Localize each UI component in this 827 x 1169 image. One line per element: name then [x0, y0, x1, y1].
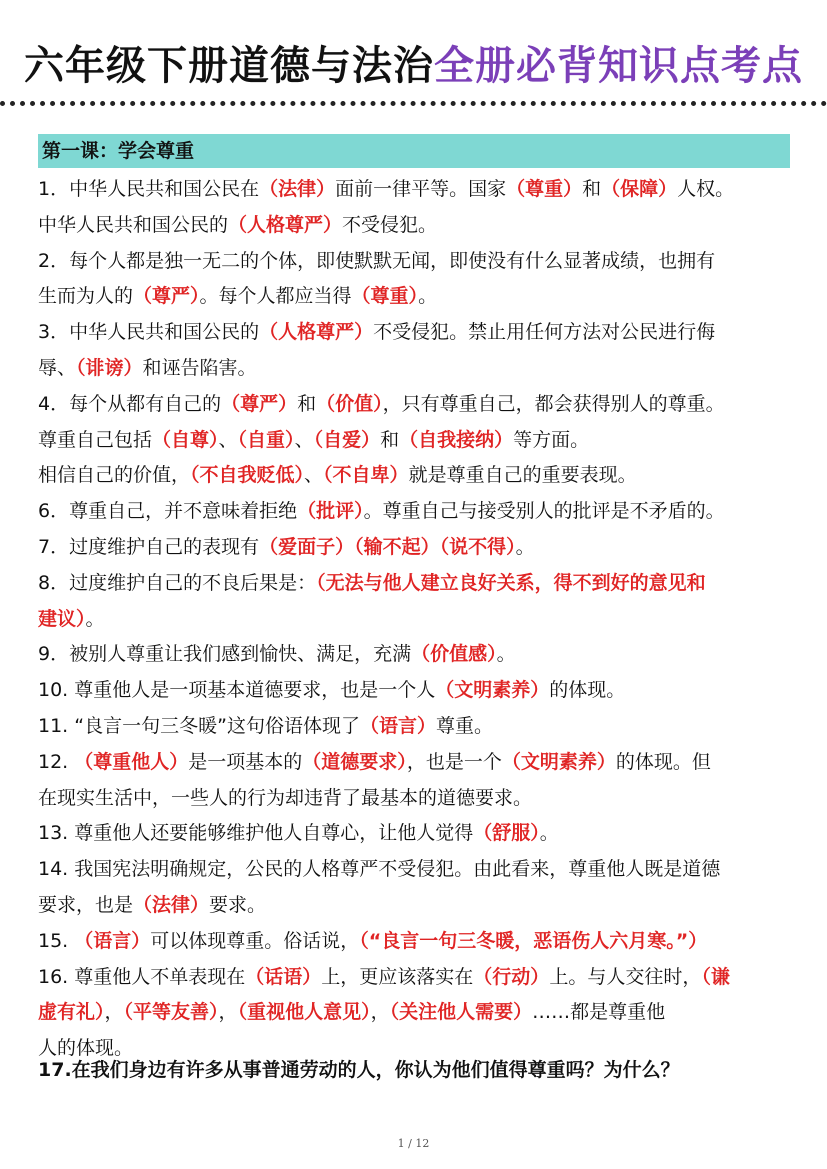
answer-text: （行动）: [473, 965, 550, 988]
knowledge-line: [38, 351, 790, 387]
knowledge-line: [38, 279, 790, 315]
title-divider: [0, 101, 827, 106]
statement-text: 中华人民共和国公民的: [38, 213, 229, 236]
statement-text: 等方面。: [513, 428, 590, 451]
statement-text: 不受侵犯。禁止用任何方法对公民进行侮: [373, 321, 716, 344]
statement-text: 3．中华人民共和国公民的: [38, 321, 260, 344]
knowledge-line: [38, 458, 790, 494]
lesson-heading-bar: [38, 134, 790, 168]
statement-text: 。: [85, 607, 105, 630]
statement-text: ，也是一个: [406, 750, 502, 773]
question-17: 17.在我们身边有许多从事普通劳动的人，你认为他们值得尊重吗？为什么？: [38, 1059, 680, 1081]
answer-text: （不自我贬低）: [190, 464, 305, 487]
statement-text: 2．每个人都是独一无二的个体，即使默默无闻，即使没有什么显著成绩，也拥有: [38, 249, 716, 272]
title-highlight: 全册必背知识点考点: [434, 43, 803, 89]
answer-text: （平等友善）: [123, 1001, 219, 1024]
statement-text: 和诬告陷害。: [142, 356, 257, 379]
statement-text: 辱、: [38, 356, 77, 379]
statement-text: 14. 我国宪法明确规定，公民的人格尊严不受侵犯。由此看来，尊重他人既是道德: [38, 858, 721, 881]
statement-text: 要求，也是: [38, 893, 134, 916]
answer-text: 虚有礼）: [38, 1001, 105, 1024]
answer-text: （“良言一句三冬暖，恶语伤人六月寒。”）: [359, 929, 708, 952]
knowledge-line: [38, 745, 790, 781]
answer-text: （不自卑）: [323, 464, 409, 487]
statement-text: 8．过度维护自己的不良后果是：: [38, 571, 317, 594]
knowledge-line: [38, 995, 790, 1031]
statement-text: 。每个人都应当得: [199, 285, 352, 308]
knowledge-line: [38, 172, 790, 208]
statement-text: 在现实生活中，一些人的行为却违背了最基本的道德要求。: [38, 786, 533, 809]
knowledge-line: [38, 888, 790, 924]
statement-text: 和: [582, 178, 602, 200]
answer-text: （价值）: [316, 392, 383, 415]
statement-text: 6．尊重自己，并不意味着拒绝: [38, 500, 298, 523]
title-main: 六年级下册道德与法治: [24, 43, 434, 89]
lesson-title: 第一课：学会尊重: [42, 140, 195, 162]
answer-text: （人格尊严）: [228, 213, 343, 236]
statement-text: 、: [294, 428, 314, 451]
statement-text: 。: [418, 285, 438, 308]
knowledge-line: [38, 387, 790, 423]
statement-text: 。: [496, 643, 516, 666]
answer-text: （法律）: [133, 893, 210, 916]
answer-text: （话语）: [245, 965, 322, 988]
statement-text: 上，更应该落实在: [321, 965, 474, 988]
statement-text: 和: [297, 392, 317, 415]
knowledge-line: [38, 673, 790, 709]
statement-text: 4．每个从都有自己的: [38, 392, 222, 415]
knowledge-points: [38, 172, 790, 1067]
answer-text: （语言）: [359, 714, 436, 737]
answer-text: （自尊）: [152, 428, 219, 451]
statement-text: 9．被别人尊重让我们感到愉快、满足，充满: [38, 643, 412, 666]
statement-text: 15.: [38, 929, 75, 952]
answer-text: （自我接纳）: [399, 428, 514, 451]
answer-text: （无法与他人建立良好关系，得不到好的意见和: [316, 571, 706, 594]
page-title: [0, 36, 827, 96]
statement-text: 是一项基本的: [188, 750, 303, 773]
statement-text: 的体现。但: [615, 750, 711, 773]
answer-text: （舒服）: [473, 822, 540, 845]
answer-text: （文明素养）: [501, 750, 616, 773]
knowledge-line: [38, 816, 790, 852]
answer-text: （自爱）: [313, 428, 381, 451]
knowledge-line: [38, 423, 790, 459]
answer-text: （批评）: [297, 500, 364, 523]
answer-text: （重视他人意见）: [237, 1001, 371, 1024]
statement-text: ，只有尊重自己，都会获得别人的尊重。: [382, 392, 725, 415]
answer-text: （保障）: [601, 178, 678, 200]
statement-text: ，: [218, 1001, 238, 1024]
answer-text: （人格尊严）: [259, 321, 374, 344]
knowledge-line: [38, 852, 790, 888]
knowledge-line: [38, 960, 790, 996]
answer-text: （尊重）: [506, 178, 583, 200]
statement-text: 1．中华人民共和国公民在: [38, 178, 260, 200]
statement-text: 生而为人的: [38, 285, 134, 308]
statement-text: 要求。: [209, 893, 267, 916]
statement-text: 、: [304, 464, 324, 487]
statement-text: 面前一律平等。国家: [335, 178, 507, 200]
knowledge-line: [38, 637, 790, 673]
statement-text: 可以体现尊重。俗话说，: [150, 929, 360, 952]
statement-text: 11. “良言一句三冬暖”这句俗语体现了: [38, 714, 360, 737]
statement-text: 和: [380, 428, 400, 451]
answer-text: 建议）: [38, 607, 86, 630]
answer-text: （爱面子）（输不起）（说不得）: [259, 535, 516, 558]
statement-text: 。尊重自己与接受别人的批评是不矛盾的。: [363, 500, 725, 523]
answer-text: （尊重他人）: [74, 750, 189, 773]
answer-text: （价值感）: [411, 643, 497, 666]
knowledge-line: [38, 709, 790, 745]
answer-text: （法律）: [259, 178, 336, 200]
statement-text: ，: [370, 1001, 390, 1024]
statement-text: ……都是尊重他: [532, 1001, 666, 1024]
answer-text: （谦: [701, 965, 730, 988]
statement-text: 16. 尊重他人不单表现在: [38, 965, 246, 988]
statement-text: 10. 尊重他人是一项基本道德要求，也是一个人: [38, 679, 436, 702]
page-number: 1 / 12: [397, 1137, 430, 1150]
knowledge-line: [38, 244, 790, 280]
knowledge-line: [38, 566, 790, 602]
statement-text: 。: [515, 535, 535, 558]
knowledge-line: [38, 315, 790, 351]
answer-text: （尊重）: [351, 285, 419, 308]
statement-text: 不受侵犯。: [342, 213, 438, 236]
answer-text: （诽谤）: [76, 356, 143, 379]
answer-text: （文明素养）: [435, 679, 550, 702]
knowledge-line: [38, 530, 790, 566]
statement-text: 7．过度维护自己的表现有: [38, 535, 260, 558]
answer-text: （语言）: [74, 929, 151, 952]
statement-text: ，: [104, 1001, 124, 1024]
knowledge-line: [38, 208, 790, 244]
statement-text: 尊重自己包括: [38, 428, 153, 451]
answer-text: （尊严）: [133, 285, 200, 308]
statement-text: 就是尊重自己的重要表现。: [408, 464, 637, 487]
statement-text: 上。与人交往时，: [549, 965, 702, 988]
statement-text: 人的体现。: [38, 1037, 134, 1060]
statement-text: 人权。: [677, 178, 735, 200]
knowledge-line: [38, 602, 790, 638]
statement-text: 。: [539, 822, 559, 845]
statement-text: 尊重。: [435, 714, 493, 737]
answer-text: （自重）: [237, 428, 295, 451]
answer-text: （关注他人需要）: [389, 1001, 533, 1024]
statement-text: 相信自己的价值，: [38, 464, 191, 487]
answer-text: （尊严）: [221, 392, 298, 415]
statement-text: 的体现。: [549, 679, 626, 702]
knowledge-line: [38, 781, 790, 817]
knowledge-line: [38, 924, 790, 960]
statement-text: 12.: [38, 750, 75, 773]
statement-text: 、: [218, 428, 238, 451]
knowledge-line: [38, 494, 790, 530]
statement-text: 13. 尊重他人还要能够维护他人自尊心，让他人觉得: [38, 822, 474, 845]
answer-text: （道德要求）: [302, 750, 407, 773]
